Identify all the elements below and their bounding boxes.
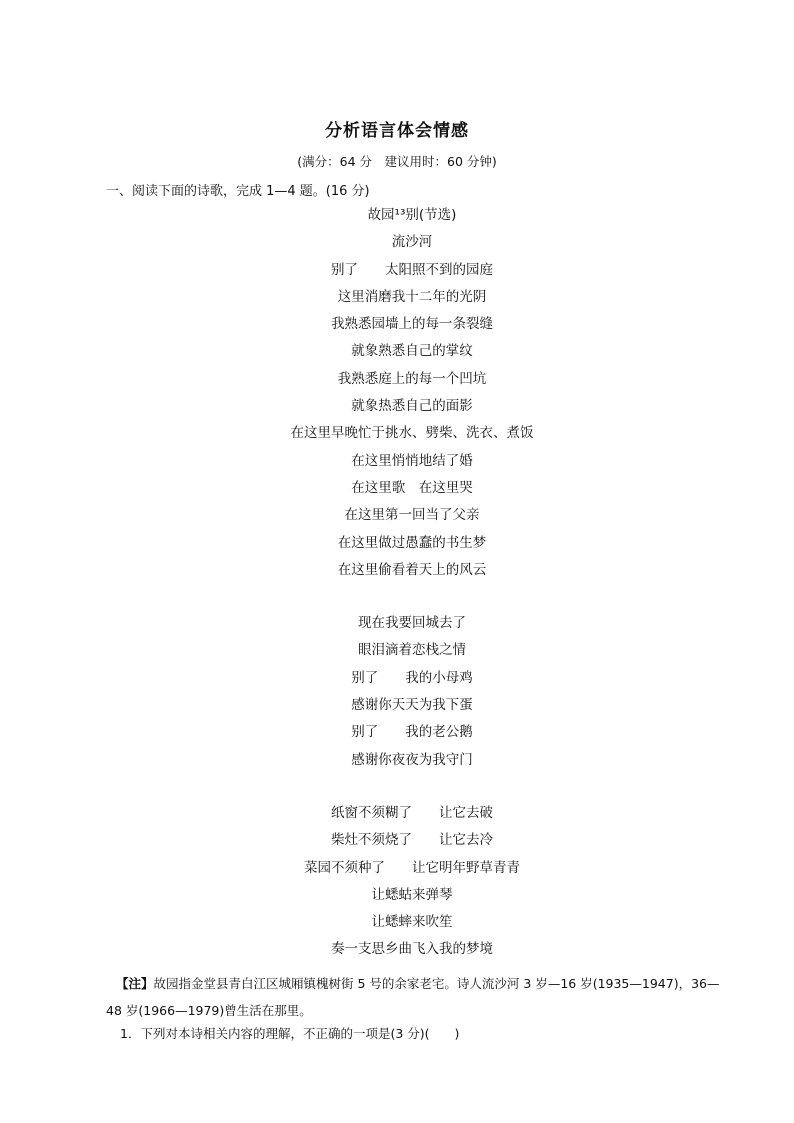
poem-line: 菜园不须种了 让它明年野草青青 (304, 859, 520, 876)
poem-line: 我熟悉园墙上的每一条裂缝 (331, 316, 493, 333)
poem-line: 我熟悉庭上的每一个凹坑 (337, 370, 487, 387)
poem-line: 感谢你天天为我下蛋 (351, 697, 473, 714)
poem-line: 感谢你夜夜为我守门 (351, 751, 473, 768)
poem-line: 在这里悄悄地结了婚 (351, 452, 473, 469)
footnote-label: 【注】 (116, 976, 154, 991)
poem-line: 现在我要回城去了 (358, 615, 466, 632)
stanza-break (0, 776, 794, 802)
poem-line: 在这里第一回当了父亲 (344, 507, 480, 524)
poem-author: 流沙河 (391, 234, 433, 251)
question-1: 1．下列对本诗相关内容的理解，不正确的一项是(3 分)( ) (120, 1026, 460, 1041)
poem-line: 眼泪滴着恋栈之情 (358, 642, 466, 659)
poem-line: 别了 太阳照不到的园庭 (331, 261, 493, 278)
stanza-break (0, 586, 794, 612)
poem-line: 就象热悉自己的面影 (351, 398, 473, 415)
poem-body (0, 204, 794, 966)
section-heading: 一、阅读下面的诗歌，完成 1—4 题。(16 分) (106, 184, 370, 199)
page-title: 分析语言体会情感 (325, 121, 469, 141)
poem-line: 在这里早晚忙于挑水、劈柴、洗衣、煮饭 (290, 425, 534, 442)
poem-line: 在这里歌 在这里哭 (351, 479, 473, 496)
poem-line: 就象熟悉自己的掌纹 (351, 343, 473, 360)
poem-line: 奏一支思乡曲飞入我的梦境 (331, 941, 493, 958)
score-time-info: (满分：64 分 建议用时：60 分钟) (297, 154, 497, 169)
poem-line: 让蟋蟀来吹笙 (371, 914, 453, 931)
poem-line: 这里消磨我十二年的光阴 (337, 288, 487, 305)
poem-footnote (106, 970, 721, 1024)
poem-line: 让蟋蛄来弹琴 (371, 886, 453, 903)
poem-line: 纸窗不须糊了 让它去破 (331, 804, 493, 821)
poem-line: 柴灶不须烧了 让它去冷 (331, 832, 493, 849)
poem-line: 在这里做过愚蠢的书生梦 (337, 534, 487, 551)
poem-line: 别了 我的老公鹅 (351, 724, 473, 741)
poem-line: 别了 我的小母鸡 (351, 669, 473, 686)
poem-title: 故园¹³别(节选) (367, 207, 457, 223)
poem-line: 在这里偷看着天上的风云 (337, 561, 487, 578)
footnote-text: 故园指金堂县青白江区城厢镇槐树街 5 号的余家老宅。诗人流沙河 3 岁—16 岁(1935—1947)，36—48 岁(1966—1979)曾生活在那里。 (106, 976, 720, 1018)
